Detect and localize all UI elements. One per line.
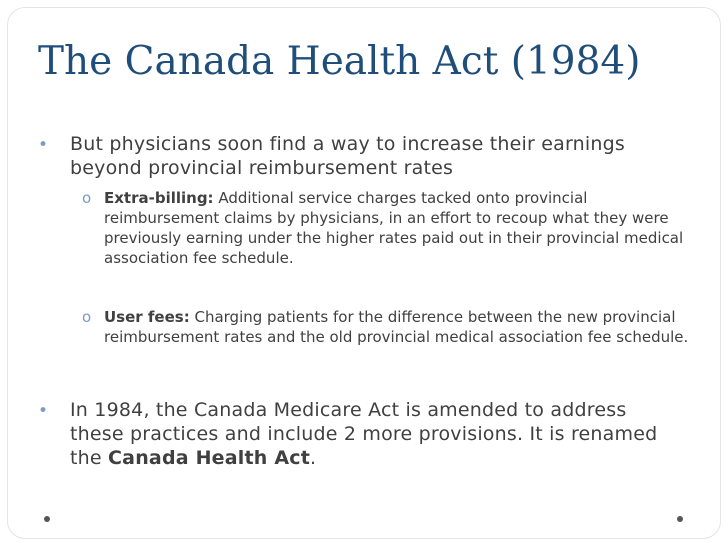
sub-bullet-icon: o [82, 189, 92, 207]
bullet-item-1 [38, 132, 686, 180]
bullet-text [46, 398, 686, 470]
sub-bullet-body: Charging patients for the difference between the new provincial reimbursement rates and the old provincial medical association fee schedule. [104, 308, 689, 346]
bullet-text: But physicians soon find a way to increase their earnings beyond provincial reimbursement rates [70, 133, 626, 179]
bullet-text-before: In 1984, the Canada Medicare Act is amended to address these practices and include 2 more provisions. It is renamed the [70, 399, 658, 469]
sub-bullet-label: Extra-billing: [104, 189, 214, 207]
sub-bullet-text [82, 307, 692, 347]
slide-title: The Canada Health Act (1984) [38, 39, 641, 84]
sub-bullet-body: Additional service charges tacked onto provincial reimbursement claims by physicians, in an effort to recoup what they were previously earning under the higher rates paid out in their provincial medical association fee schedule. [104, 189, 684, 267]
bullet-icon: • [38, 135, 49, 155]
bullet-bold-term: Canada Health Act [108, 447, 310, 469]
sub-bullet-extra-billing [82, 188, 692, 268]
bullet-icon: • [38, 401, 49, 421]
corner-dot-left [44, 516, 50, 522]
sub-bullet-label: User fees: [104, 308, 190, 326]
bullet-item-2 [38, 398, 686, 470]
corner-dot-right [677, 516, 683, 522]
sub-bullet-text [82, 188, 692, 268]
sub-bullet-icon: o [82, 308, 92, 326]
sub-bullet-user-fees [82, 307, 692, 347]
bullet-text-after: . [309, 447, 317, 469]
